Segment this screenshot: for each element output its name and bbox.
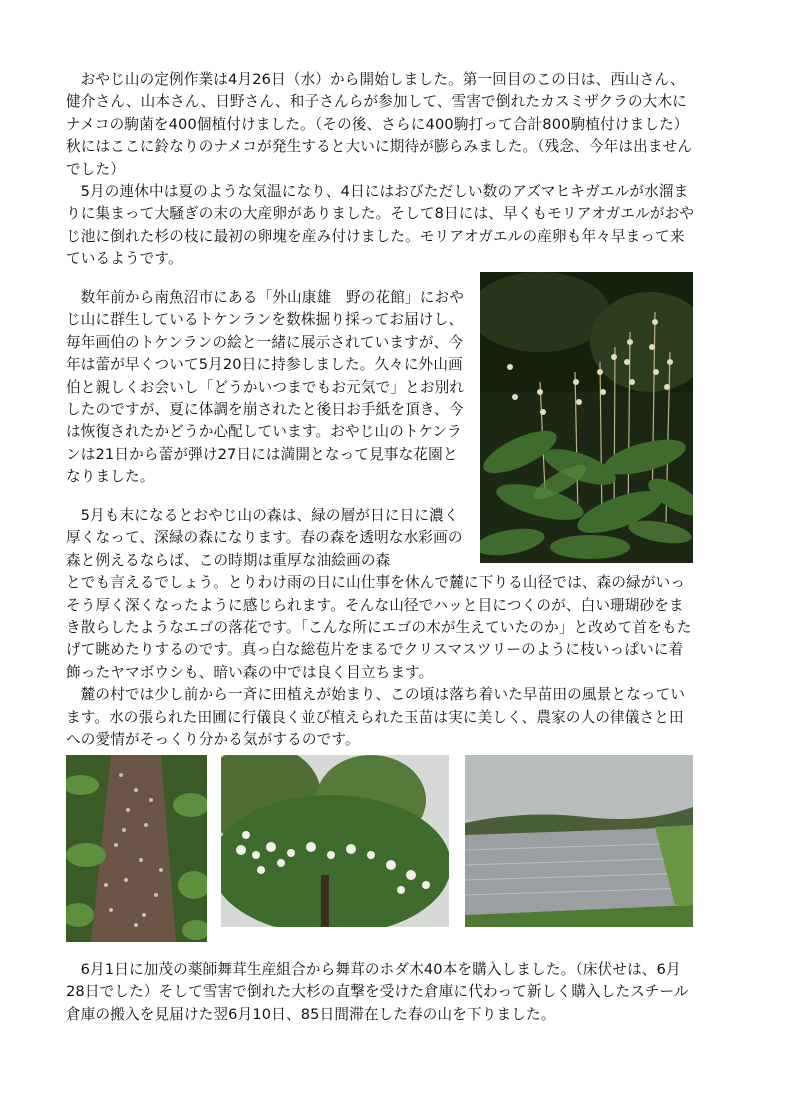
paragraph-tokenran: 数年前から南魚沼市にある「外山康雄 野の花館」におやじ山に群生しているトケンランを数株掘り採ってお届けし、毎年画伯のトケンランの絵と一緒に展示されていますが、今年は蕾が早くついて5月20日に持参しました。久々に外山画伯と親しくお会いし「どうかいつまでもお元気で」とお別れしたのですが、夏に体調を崩されたと後日お手紙を頂き、今は恢復されたかどうか心配しています。おやじ山のトケンランは21日から蕾が弾け27日には満開となって見事な花園となりました。 <box>66 289 465 486</box>
rice-paddy-photo <box>465 755 693 927</box>
paragraph-maitake: 6月1日に加茂の薬師舞茸生産組合から舞茸のホダ木40本を購入しました。（床伏せは、6月28日でした）そして雪害で倒れた大杉の直撃を受けた倉庫に代わって新しく購入したスチール倉庫の搬入を見届けた翌6月10日、85日間滞在した春の山を下りました。 <box>66 961 689 1023</box>
yamaboushi-photo <box>221 755 449 927</box>
paragraph-forest-cont: とでも言えるでしょう。とりわけ雨の日に山仕事を休んで麓に下りる山径では、森の緑がいっそう厚く深くなったように感じられます。そんな山径でハッと目につくのが、白い珊瑚砂をまき散らしたようなエゴの落花です。「こんな所にエゴの木が生えていたのか」と改めて首をもたげて眺めたりするのです。真っ白な総苞片をまるでクリスマスツリーのように枝いっぱいに着飾ったヤマボウシも、暗い森の中では良く目立ちます。 <box>66 574 692 681</box>
paragraph-rice-planting: 麓の村では少し前から一斉に田植えが始まり、この頃は落ち着いた早苗田の風景となっています。水の張られた田圃に行儀良く並び植えられた玉苗は実に美しく、農家の人の律儀さと田への愛情がそっくり分かる気がするのです。 <box>66 686 686 749</box>
section-tokenran <box>66 287 466 489</box>
section-june <box>66 959 696 1026</box>
tokenran-photo <box>480 272 693 563</box>
paragraph-frogs: 5月の連休中は夏のような気温になり、4日にはおびただしい数のアズマヒキガエルが水溜まりに集まって大騒ぎの末の大産卵がありました。そして8日には、早くもモリアオガエルがおやじ池に倒れた杉の枝に最初の卵塊を産み付けました。モリアオガエルの産卵も年々早まって来ているようです。 <box>66 183 695 268</box>
paragraph-nameko: おやじ山の定例作業は4月26日（水）から開始しました。第一回目のこの日は、西山さん、健介さん、山本さん、日野さん、和子さんらが参加して、雪害で倒れたカスミザクラの大木にナメコの駒菌を400個植付けました。（その後、さらに400駒打って合計800駒植付けました）秋にはここに鈴なりのナメコが発生すると大いに期待が膨らみました。（残念、今年は出ませんでした） <box>66 71 693 178</box>
section-early-spring <box>66 69 696 271</box>
petal-path-photo <box>66 755 207 942</box>
paragraph-forest-start: 5月も末になるとおやじ山の森は、緑の層が日に日に濃く厚くなって、深緑の森になります。春の森を透明な水彩画の森と例えるならば、この時期は重厚な油絵画の森 <box>66 507 463 569</box>
